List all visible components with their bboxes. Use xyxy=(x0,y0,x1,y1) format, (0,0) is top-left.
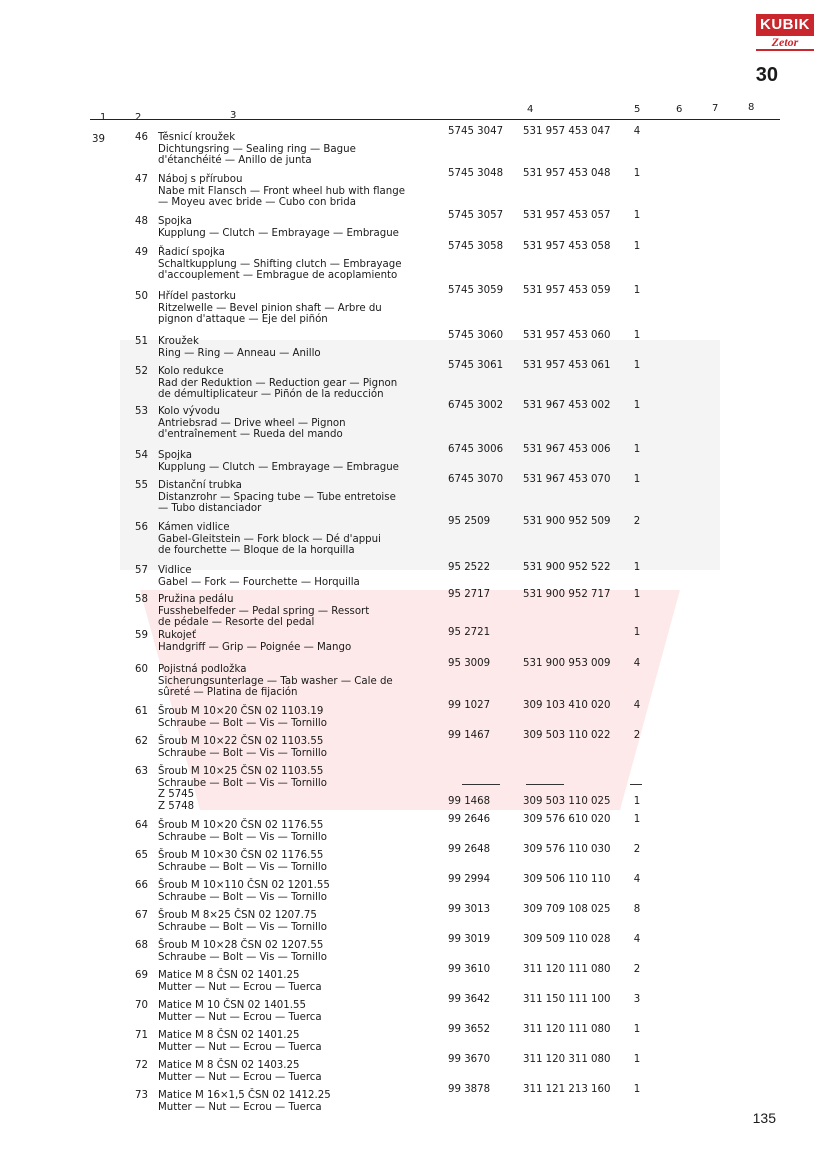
part-number-secondary: 309 506 110 110 xyxy=(523,874,611,885)
description-line: de pédale — Resorte del pedal xyxy=(158,617,315,628)
part-description xyxy=(158,594,443,629)
position-number: 66 xyxy=(135,880,148,891)
part-number-secondary: 311 121 213 160 xyxy=(523,1084,611,1095)
part-number-primary: 99 1468 xyxy=(448,796,491,807)
part-number-primary: 5745 3057 xyxy=(448,210,504,221)
description-line: Schraube — Bolt — Vis — Tornillo xyxy=(158,747,327,759)
table-row xyxy=(0,285,826,325)
part-description xyxy=(158,1030,443,1053)
part-number-secondary: 531 957 453 059 xyxy=(523,285,611,296)
description-line: Schaltkupplung — Shifting clutch — Embrayage xyxy=(158,258,402,270)
logo-sub-text: Zetor xyxy=(756,36,814,51)
quantity: 4 xyxy=(633,874,641,885)
position-number: 65 xyxy=(135,850,148,861)
part-number-primary: 95 3009 xyxy=(448,658,491,669)
table-row xyxy=(0,700,826,736)
description-line: Šroub M 10×30 ČSN 02 1176.55 xyxy=(158,850,324,861)
part-description xyxy=(158,850,443,873)
description-line: Matice M 10 ČSN 02 1401.55 xyxy=(158,1000,306,1011)
table-row xyxy=(0,934,826,970)
column-header-8: 8 xyxy=(748,102,755,113)
part-description xyxy=(158,664,443,699)
part-number-secondary: 311 150 111 100 xyxy=(523,994,611,1005)
table-row xyxy=(0,844,826,880)
group-number: 39 xyxy=(92,134,105,145)
description-line: Pružina pedálu xyxy=(158,594,234,605)
description-line: Nabe mit Flansch — Front wheel hub with flange xyxy=(158,185,405,197)
description-line: Rukojeť xyxy=(158,630,196,641)
description-line: Spojka xyxy=(158,216,192,227)
column-header-6: 6 xyxy=(676,104,683,115)
position-number: 67 xyxy=(135,910,148,921)
part-number-secondary: 531 957 453 061 xyxy=(523,360,611,371)
position-number: 69 xyxy=(135,970,148,981)
part-number-secondary: 531 967 453 002 xyxy=(523,400,611,411)
part-number-secondary: 531 957 453 057 xyxy=(523,210,611,221)
part-number-secondary: 531 957 453 060 xyxy=(523,330,611,341)
description-line: Matice M 8 ČSN 02 1403.25 xyxy=(158,1060,300,1071)
position-number: 52 xyxy=(135,366,148,377)
position-number: 61 xyxy=(135,706,148,717)
part-number-primary: 5745 3059 xyxy=(448,285,504,296)
description-line: Schraube — Bolt — Vis — Tornillo xyxy=(158,777,327,789)
quantity: 8 xyxy=(633,904,641,915)
position-number: 56 xyxy=(135,522,148,533)
description-line: — Moyeu avec bride — Cubo con brida xyxy=(158,197,356,208)
table-row xyxy=(0,1084,826,1120)
table-row xyxy=(0,444,826,480)
position-number: 50 xyxy=(135,291,148,302)
quantity: 1 xyxy=(633,444,641,455)
part-number-primary: 6745 3070 xyxy=(448,474,504,485)
part-description xyxy=(158,1000,443,1023)
part-description xyxy=(158,522,443,557)
part-description xyxy=(158,480,443,515)
position-number: 55 xyxy=(135,480,148,491)
part-number-primary: 5745 3060 xyxy=(448,330,504,341)
description-line: Fusshebelfeder — Pedal spring — Ressort xyxy=(158,605,370,617)
description-line: de démultiplicateur — Piñón de la reducción xyxy=(158,389,384,400)
description-line: Hřídel pastorku xyxy=(158,291,236,302)
description-line: Kupplung — Clutch — Embrayage — Embrague xyxy=(158,227,399,239)
description-line: Schraube — Bolt — Vis — Tornillo xyxy=(158,861,327,873)
part-number-primary: 5745 3048 xyxy=(448,168,504,179)
part-number-secondary: 309 103 410 020 xyxy=(523,700,611,711)
description-line: Gabel — Fork — Fourchette — Horquilla xyxy=(158,576,360,588)
part-number-primary: 99 3642 xyxy=(448,994,491,1005)
description-line: Dichtungsring — Sealing ring — Bague xyxy=(158,143,356,155)
description-line: Šroub M 10×25 ČSN 02 1103.55 xyxy=(158,766,324,777)
part-number-secondary: 309 509 110 028 xyxy=(523,934,611,945)
description-line: — Tubo distanciador xyxy=(158,503,262,514)
description-line: pignon d'attaque — Eje del piñón xyxy=(158,314,328,325)
description-line: Šroub M 10×28 ČSN 02 1207.55 xyxy=(158,940,324,951)
description-line: Distanzrohr — Spacing tube — Tube entretoise xyxy=(158,491,396,503)
part-number-secondary: 309 503 110 022 xyxy=(523,730,611,741)
part-description xyxy=(158,970,443,993)
description-line: Ring — Ring — Anneau — Anillo xyxy=(158,347,321,359)
page-number: 135 xyxy=(752,1110,776,1126)
quantity: 1 xyxy=(633,562,641,573)
description-line: Schraube — Bolt — Vis — Tornillo xyxy=(158,891,327,903)
quantity: 1 xyxy=(633,1024,641,1035)
quantity: 1 xyxy=(633,330,641,341)
part-description xyxy=(158,736,443,759)
quantity: 1 xyxy=(633,168,641,179)
position-number: 68 xyxy=(135,940,148,951)
part-description xyxy=(158,450,443,473)
description-line: d'accouplement — Embrague de acoplamiento xyxy=(158,270,398,281)
quantity: 4 xyxy=(633,934,641,945)
part-description xyxy=(158,216,443,239)
part-number-primary: 99 2994 xyxy=(448,874,491,885)
part-number-primary: 5745 3047 xyxy=(448,126,504,137)
logo-top-text: KUBIK xyxy=(756,14,814,36)
table-row xyxy=(0,730,826,766)
position-number: 63 xyxy=(135,766,148,777)
part-number-primary: 99 3013 xyxy=(448,904,491,915)
table-row xyxy=(0,627,826,660)
table-row xyxy=(0,658,826,698)
description-line: Vidlice xyxy=(158,565,192,576)
description-line: Mutter — Nut — Ecrou — Tuerca xyxy=(158,1041,322,1053)
part-number-secondary: 311 120 111 080 xyxy=(523,964,611,975)
description-line: Rad der Reduktion — Reduction gear — Pignon xyxy=(158,377,398,389)
part-description xyxy=(158,406,443,441)
description-line: Šroub M 10×20 ČSN 02 1176.55 xyxy=(158,820,324,831)
part-number-primary: 6745 3006 xyxy=(448,444,504,455)
part-number-secondary: 531 900 952 509 xyxy=(523,516,611,527)
position-number: 70 xyxy=(135,1000,148,1011)
description-line: Z 5748 xyxy=(158,800,195,812)
description-line: Handgriff — Grip — Poignée — Mango xyxy=(158,641,352,653)
part-number-primary: 99 3670 xyxy=(448,1054,491,1065)
column-header-5: 5 xyxy=(634,104,641,115)
part-description xyxy=(158,247,443,282)
description-line: Kámen vidlice xyxy=(158,522,230,533)
quantity: 4 xyxy=(633,126,641,137)
table-row xyxy=(0,1024,826,1060)
column-header-4: 4 xyxy=(527,104,534,115)
position-number: 71 xyxy=(135,1030,148,1041)
part-number-secondary: 531 900 952 522 xyxy=(523,562,611,573)
description-line: sûreté — Platina de fijación xyxy=(158,687,298,698)
table-row xyxy=(0,1054,826,1090)
description-line: Matice M 8 ČSN 02 1401.25 xyxy=(158,970,300,981)
part-description xyxy=(158,1060,443,1083)
description-line: Z 5745 xyxy=(158,789,195,800)
quantity: 1 xyxy=(633,400,641,411)
column-header-3: 3 xyxy=(230,110,237,121)
part-number-secondary: 311 120 311 080 xyxy=(523,1054,611,1065)
part-description xyxy=(158,940,443,963)
description-line: Mutter — Nut — Ecrou — Tuerca xyxy=(158,981,322,993)
description-line: Distanční trubka xyxy=(158,480,242,491)
header-rule xyxy=(90,119,780,120)
description-line: d'entraînement — Rueda del mando xyxy=(158,429,343,440)
table-row xyxy=(0,994,826,1030)
position-number: 57 xyxy=(135,565,148,576)
description-line: Schraube — Bolt — Vis — Tornillo xyxy=(158,921,327,933)
description-line: Gabel-Gleitstein — Fork block — Dé d'appui xyxy=(158,533,381,545)
part-number-secondary: 309 576 110 030 xyxy=(523,844,611,855)
description-line: Pojistná podložka xyxy=(158,664,247,675)
description-line: Šroub M 10×20 ČSN 02 1103.19 xyxy=(158,706,324,717)
table-row xyxy=(0,360,826,400)
column-header-2: 2 xyxy=(135,112,142,123)
description-line: Kroužek xyxy=(158,336,199,347)
column-header-1: 1 xyxy=(100,112,107,123)
description-line: Mutter — Nut — Ecrou — Tuerca xyxy=(158,1011,322,1023)
table-row xyxy=(0,168,826,208)
part-number-primary: 99 3652 xyxy=(448,1024,491,1035)
part-description xyxy=(158,706,443,729)
position-number: 54 xyxy=(135,450,148,461)
part-description xyxy=(158,174,443,209)
part-number-secondary: 309 503 110 025 xyxy=(523,796,611,807)
part-description xyxy=(158,1090,443,1113)
part-description xyxy=(158,820,443,843)
description-line: Šroub M 10×22 ČSN 02 1103.55 xyxy=(158,736,324,747)
part-number-secondary: 531 967 453 070 xyxy=(523,474,611,485)
quantity: 2 xyxy=(633,964,641,975)
position-number: 58 xyxy=(135,594,148,605)
part-number-secondary: 531 900 953 009 xyxy=(523,658,611,669)
quantity: 1 xyxy=(633,589,641,600)
quantity: 1 xyxy=(633,1054,641,1065)
description-line: Řadicí spojka xyxy=(158,247,225,258)
position-number: 49 xyxy=(135,247,148,258)
quantity: 1 xyxy=(633,1084,641,1095)
description-line: Mutter — Nut — Ecrou — Tuerca xyxy=(158,1101,322,1113)
position-number: 53 xyxy=(135,406,148,417)
part-number-primary: 95 2509 xyxy=(448,516,491,527)
description-line: Schraube — Bolt — Vis — Tornillo xyxy=(158,831,327,843)
quantity: 3 xyxy=(633,994,641,1005)
quantity: 2 xyxy=(633,516,641,527)
description-line: Kolo vývodu xyxy=(158,406,220,417)
description-line: Spojka xyxy=(158,450,192,461)
description-line: Schraube — Bolt — Vis — Tornillo xyxy=(158,951,327,963)
position-number: 60 xyxy=(135,664,148,675)
part-number-primary: 95 2522 xyxy=(448,562,491,573)
part-description xyxy=(158,766,443,812)
part-number-primary: 95 2721 xyxy=(448,627,491,638)
part-description xyxy=(158,565,443,588)
section-number: 30 xyxy=(755,64,778,86)
quantity: 1 xyxy=(633,210,641,221)
table-row xyxy=(0,874,826,910)
description-line: Schraube — Bolt — Vis — Tornillo xyxy=(158,717,327,729)
table-row xyxy=(0,904,826,940)
description-line: Matice M 16×1,5 ČSN 02 1412.25 xyxy=(158,1090,331,1101)
description-line: Náboj s přírubou xyxy=(158,174,243,185)
table-row xyxy=(0,210,826,246)
quantity: 1 xyxy=(633,814,641,825)
quantity: 1 xyxy=(633,360,641,371)
part-description xyxy=(158,630,443,653)
description-line: Kupplung — Clutch — Embrayage — Embrague xyxy=(158,461,399,473)
position-number: 59 xyxy=(135,630,148,641)
description-line: Těsnicí kroužek xyxy=(158,132,236,143)
part-number-secondary: 531 967 453 006 xyxy=(523,444,611,455)
part-number-secondary: 531 957 453 048 xyxy=(523,168,611,179)
part-description xyxy=(158,336,443,359)
position-number: 62 xyxy=(135,736,148,747)
quantity: 4 xyxy=(633,658,641,669)
description-line: Matice M 8 ČSN 02 1401.25 xyxy=(158,1030,300,1041)
part-number-primary: 95 2717 xyxy=(448,589,491,600)
part-number-secondary: 531 900 952 717 xyxy=(523,589,611,600)
description-line: Kolo redukce xyxy=(158,366,224,377)
description-line: Ritzelwelle — Bevel pinion shaft — Arbre du xyxy=(158,302,382,314)
position-number: 47 xyxy=(135,174,148,185)
quantity: 1 xyxy=(633,627,641,638)
part-number-primary: 99 1027 xyxy=(448,700,491,711)
column-header-7: 7 xyxy=(712,103,719,114)
position-number: 48 xyxy=(135,216,148,227)
part-number-secondary: 311 120 111 080 xyxy=(523,1024,611,1035)
quantity: 1 xyxy=(633,796,641,807)
position-number: 46 xyxy=(135,132,148,143)
position-number: 51 xyxy=(135,336,148,347)
part-description xyxy=(158,366,443,401)
table-row xyxy=(0,562,826,595)
table-row xyxy=(0,474,826,514)
description-line: Sicherungsunterlage — Tab washer — Cale de xyxy=(158,675,393,687)
table-row xyxy=(0,814,826,850)
part-number-primary: 5745 3058 xyxy=(448,241,504,252)
description-line: Šroub M 10×110 ČSN 02 1201.55 xyxy=(158,880,330,891)
kubik-zetor-logo xyxy=(756,14,814,51)
part-number-secondary: 309 576 610 020 xyxy=(523,814,611,825)
table-row xyxy=(0,400,826,440)
position-number: 72 xyxy=(135,1060,148,1071)
description-line: d'étanchéité — Anillo de junta xyxy=(158,155,312,166)
quantity: 1 xyxy=(633,474,641,485)
part-number-primary: 99 2648 xyxy=(448,844,491,855)
part-number-secondary: 531 957 453 047 xyxy=(523,126,611,137)
table-row xyxy=(0,241,826,281)
part-number-primary: 6745 3002 xyxy=(448,400,504,411)
part-description xyxy=(158,132,443,167)
description-line: Mutter — Nut — Ecrou — Tuerca xyxy=(158,1071,322,1083)
quantity: 2 xyxy=(633,844,641,855)
quantity: 1 xyxy=(633,285,641,296)
part-description xyxy=(158,291,443,326)
table-row xyxy=(0,766,826,812)
blank-dashes xyxy=(462,784,642,785)
description-line: de fourchette — Bloque de la horquilla xyxy=(158,545,355,556)
table-row xyxy=(0,516,826,556)
part-description xyxy=(158,880,443,903)
part-description xyxy=(158,910,443,933)
quantity: 4 xyxy=(633,700,641,711)
table-row xyxy=(0,126,826,166)
quantity: 2 xyxy=(633,730,641,741)
position-number: 73 xyxy=(135,1090,148,1101)
position-number: 64 xyxy=(135,820,148,831)
quantity: 1 xyxy=(633,241,641,252)
part-number-secondary: 309 709 108 025 xyxy=(523,904,611,915)
part-number-primary: 5745 3061 xyxy=(448,360,504,371)
description-line: Antriebsrad — Drive wheel — Pignon xyxy=(158,417,346,429)
part-number-secondary: 531 957 453 058 xyxy=(523,241,611,252)
table-row xyxy=(0,964,826,1000)
description-line: Šroub M 8×25 ČSN 02 1207.75 xyxy=(158,910,317,921)
part-number-primary: 99 3019 xyxy=(448,934,491,945)
part-number-primary: 99 3878 xyxy=(448,1084,491,1095)
table-row xyxy=(0,330,826,366)
table-row xyxy=(0,589,826,628)
part-number-primary: 99 1467 xyxy=(448,730,491,741)
part-number-primary: 99 3610 xyxy=(448,964,491,975)
part-number-primary: 99 2646 xyxy=(448,814,491,825)
